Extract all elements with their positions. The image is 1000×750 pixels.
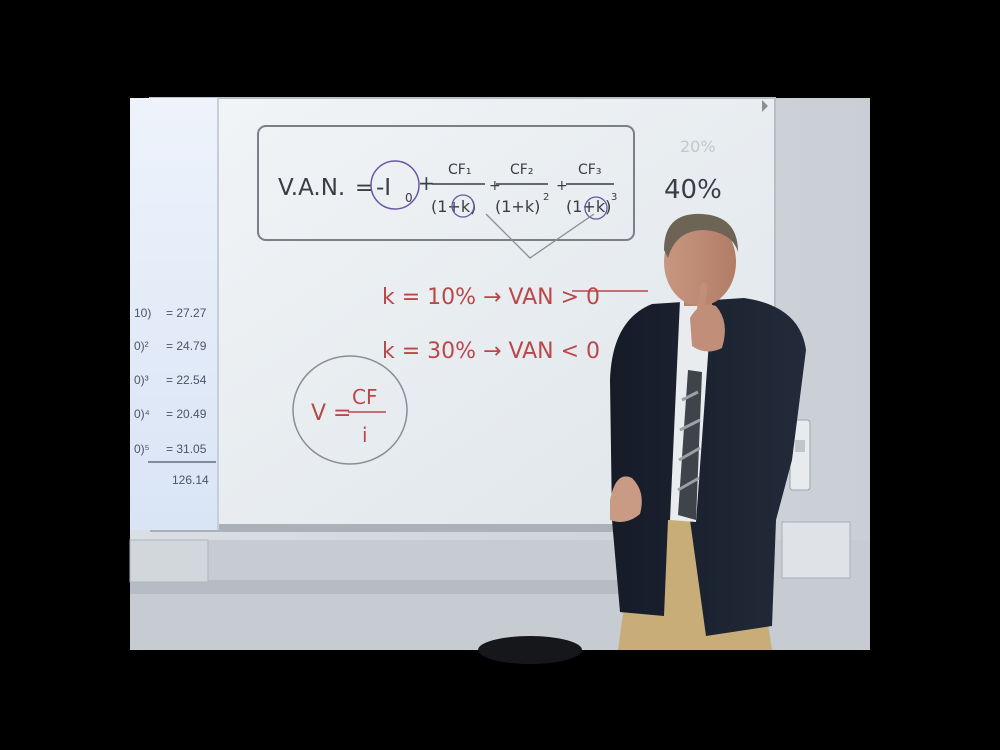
corner-note: 40% bbox=[664, 175, 722, 205]
proj-row-2-value: = 24.79 bbox=[166, 339, 207, 353]
corner-note-top: 20% bbox=[680, 137, 716, 156]
formula-equals: = bbox=[355, 176, 374, 201]
formula-den2: (1+k) bbox=[495, 197, 541, 216]
formula-den2-exp: 2 bbox=[543, 192, 550, 203]
formula-plus-3: + bbox=[556, 178, 568, 194]
formula-den1: (1+k) bbox=[431, 197, 477, 216]
rule-1: k = 10% → VAN > 0 bbox=[382, 285, 601, 310]
perpetuity-den: i bbox=[362, 423, 368, 447]
formula-lhs: V.A.N. bbox=[278, 175, 346, 201]
proj-row-4-left: 0)⁴ bbox=[134, 407, 150, 421]
proj-row-2-left: 0)² bbox=[134, 339, 149, 353]
formula-term0-sub: 0 bbox=[405, 191, 413, 205]
formula-den3-exp: 3 bbox=[611, 192, 618, 203]
proj-total: 126.14 bbox=[172, 473, 209, 487]
proj-row-4-value: = 20.49 bbox=[166, 407, 207, 421]
proj-row-5-value: = 31.05 bbox=[166, 442, 207, 456]
formula-term0: -I bbox=[376, 175, 392, 201]
formula-cf3: CF₃ bbox=[578, 162, 602, 178]
formula-plus-1: + bbox=[418, 171, 435, 195]
perpetuity-lhs: V = bbox=[311, 401, 352, 426]
formula-cf2: CF₂ bbox=[510, 162, 534, 178]
proj-row-1-value: = 27.27 bbox=[166, 306, 207, 320]
wall-box bbox=[782, 522, 850, 578]
proj-row-3-value: = 22.54 bbox=[166, 373, 207, 387]
formula-cf1: CF₁ bbox=[448, 162, 472, 178]
proj-row-3-left: 0)³ bbox=[134, 373, 149, 387]
proj-row-5-left: 0)⁵ bbox=[134, 442, 150, 456]
raised-hand bbox=[690, 305, 725, 352]
perpetuity-num: CF bbox=[352, 385, 378, 409]
formula-plus-2: + bbox=[489, 178, 501, 194]
rule-2: k = 30% → VAN < 0 bbox=[382, 339, 601, 364]
proj-row-1-left: 10) bbox=[134, 306, 152, 320]
wall-panel bbox=[130, 540, 208, 582]
audience-head bbox=[478, 636, 582, 664]
formula-den3: (1+k) bbox=[566, 197, 612, 216]
